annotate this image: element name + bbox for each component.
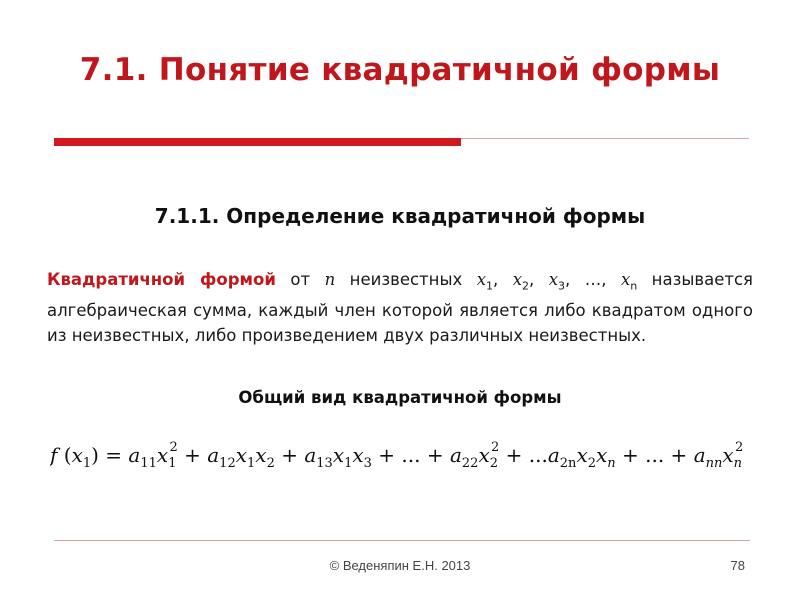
var-x3-sub: 3 (558, 279, 566, 293)
var-x3: x (548, 270, 559, 289)
definition-text-1: от (275, 270, 325, 289)
sep-3: , …, (565, 270, 621, 289)
definition-text-3: называется алгебраическая сумма, каждый член которой является либо квадратом одного из неизвестных, либо произведением двух различных неизвестных. (47, 270, 753, 346)
sep-2: , (529, 270, 549, 289)
footer-divider (54, 540, 750, 541)
var-xn-sub: n (630, 279, 638, 293)
title-divider-thin (461, 138, 749, 139)
var-x2-sub: 2 (522, 279, 530, 293)
footer-copyright: © Веденяпин Е.Н. 2013 (329, 558, 471, 573)
svg-text:f (x1) = a11x12 + a12x1x2 + a1: f $(x_1) = a_{11}x_12 + a_{12}x_1x_2 + a_{13}x_1x_3$ + ... + $a_{22}x_22 + ...a_{2n}x_2x_n$ + ... + $a_{nn}x_n2$ (50, 440, 744, 471)
var-x1: x (476, 270, 486, 289)
title-divider-thick (54, 138, 461, 146)
page-number: 78 (730, 558, 745, 573)
var-n: n (324, 270, 336, 289)
quadratic-form-formula (50, 432, 770, 482)
general-form-heading: Общий вид квадратичной формы (238, 388, 562, 407)
var-x1-sub: 1 (486, 279, 493, 293)
var-x2: x (512, 270, 523, 289)
var-xn: x (620, 270, 631, 289)
slide-title: 7.1. Понятие квадратичной формы (79, 52, 721, 88)
sep-1: , (493, 270, 513, 289)
definition-paragraph (47, 267, 753, 348)
definition-text-2: неизвестных (335, 270, 477, 289)
definition-term: Квадратичной формой (47, 270, 276, 289)
section-subtitle: 7.1.1. Определение квадратичной формы (154, 204, 646, 228)
